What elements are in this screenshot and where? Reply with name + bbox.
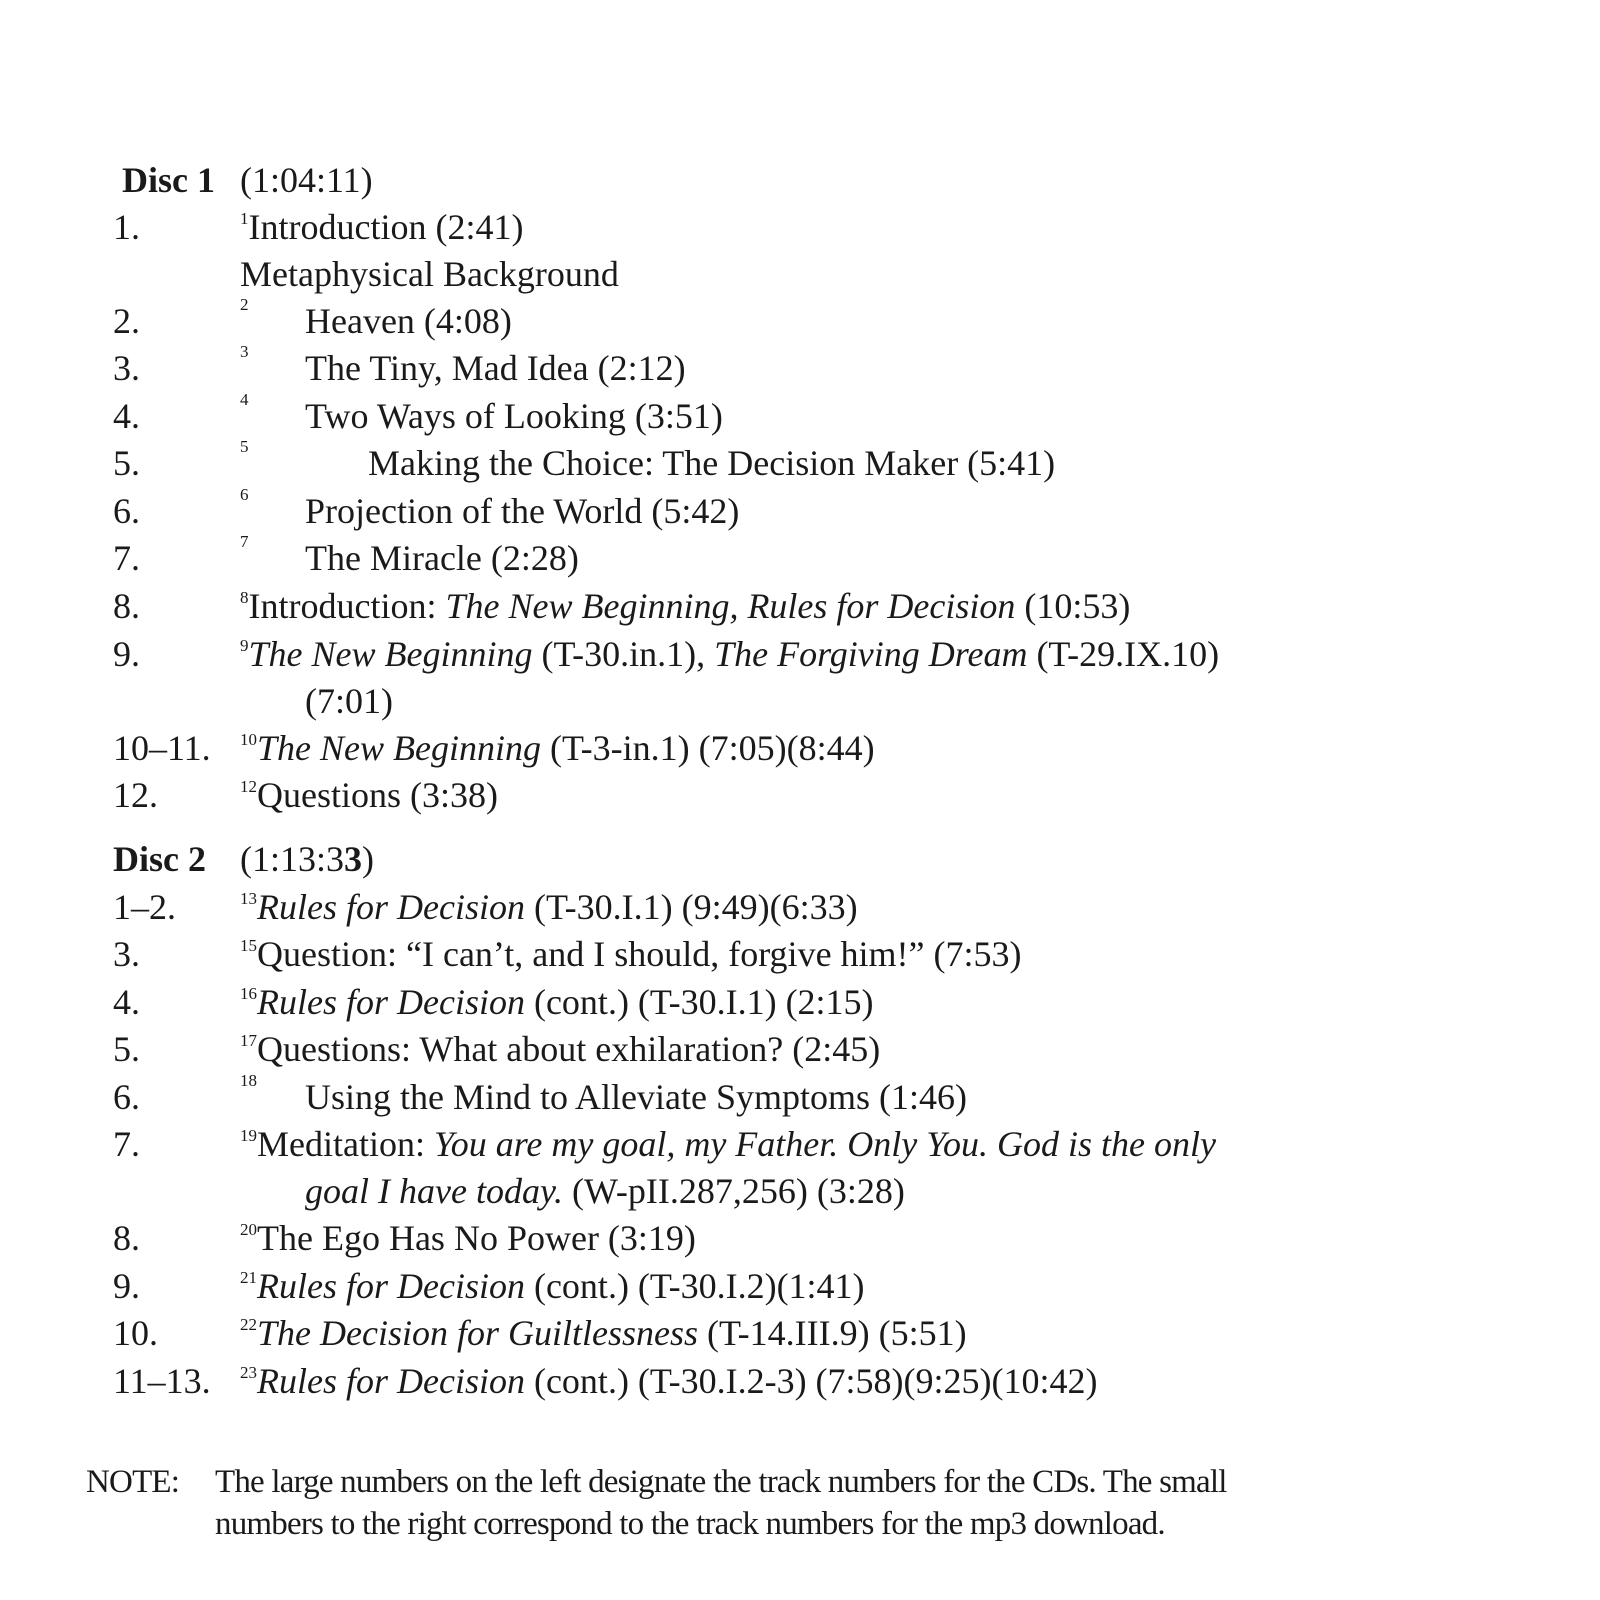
cd-track-number: 8. — [113, 586, 140, 626]
track-title-continuation — [305, 1171, 905, 1211]
title-text: Questions (3:38) — [257, 775, 498, 815]
title-italic: You are my goal, my Father. Only You. God is the only — [433, 1124, 1216, 1164]
disc-2-duration-close: ) — [362, 839, 374, 879]
track-title — [240, 1218, 696, 1258]
title-text: The Tiny, Mad Idea (2:12) — [305, 348, 686, 388]
track-title — [240, 887, 858, 927]
mp3-track-number: 6 — [240, 485, 249, 504]
cd-track-number: 2. — [113, 301, 140, 341]
title-italic: The New Beginning — [257, 728, 541, 768]
track-title — [240, 728, 875, 768]
title-text: Two Ways of Looking (3:51) — [305, 396, 723, 436]
track-title — [240, 586, 1130, 626]
title-text: Introduction: — [248, 586, 446, 626]
cd-track-number: 9. — [113, 634, 140, 674]
mp3-track-number: 19 — [240, 1126, 257, 1145]
cd-track-number: 10–11. — [113, 728, 211, 768]
title-text: Meditation: — [257, 1124, 434, 1164]
title-italic: The New Beginning — [248, 634, 533, 674]
title-text: Heaven (4:08) — [305, 301, 512, 341]
title-italic: The Decision for Guiltlessness — [257, 1313, 698, 1353]
title-text: Making the Choice: The Decision Maker (5:41) — [368, 443, 1056, 483]
cd-track-number: 7. — [113, 1124, 140, 1164]
mp3-track-number: 8 — [240, 588, 249, 607]
section-heading: Metaphysical Background — [240, 254, 619, 294]
cd-track-number: 5. — [113, 443, 140, 483]
mp3-track-number: 23 — [240, 1363, 257, 1382]
cd-track-number: 6. — [113, 491, 140, 531]
cd-track-number: 1. — [113, 207, 140, 247]
mp3-track-number: 4 — [240, 390, 249, 409]
track-title — [240, 1313, 967, 1353]
track-title — [305, 301, 512, 341]
cd-track-number: 5. — [113, 1029, 140, 1069]
title-text: (T-30.I.1) (9:49)(6:33) — [524, 887, 858, 927]
title-text: Using the Mind to Alleviate Symptoms (1:46) — [305, 1077, 967, 1117]
track-title — [240, 934, 1022, 974]
mp3-track-number: 15 — [240, 936, 257, 955]
title-text: (cont.) (T-30.I.2)(1:41) — [524, 1266, 865, 1306]
cd-track-number: 4. — [113, 396, 140, 436]
cd-track-number: 11–13. — [113, 1361, 211, 1401]
mp3-track-number: 2 — [240, 295, 249, 314]
mp3-track-number: 22 — [240, 1315, 257, 1334]
mp3-track-number: 9 — [240, 636, 249, 655]
title-text: Questions: What about exhilaration? (2:45) — [257, 1029, 881, 1069]
track-title — [305, 348, 686, 388]
title-italic: Rules for Decision — [257, 887, 525, 927]
note-line-2: numbers to the right correspond to the track numbers for the mp3 download. — [215, 1506, 1165, 1542]
title-text: (W-pII.287,256) (3:28) — [562, 1171, 905, 1211]
title-text: (cont.) (T-30.I.2-3) (7:58)(9:25)(10:42) — [524, 1361, 1098, 1401]
track-title — [240, 207, 523, 247]
title-text: Projection of the World (5:42) — [305, 491, 740, 531]
track-title — [305, 396, 723, 436]
mp3-track-number: 17 — [240, 1031, 257, 1050]
track-title — [240, 1029, 880, 1069]
cd-track-number: 9. — [113, 1266, 140, 1306]
track-title — [240, 775, 498, 815]
title-text: (10:53) — [1015, 586, 1131, 626]
track-title-continuation: (7:01) — [305, 681, 393, 721]
title-italic: Rules for Decision — [257, 1266, 525, 1306]
cd-track-number: 12. — [113, 775, 158, 815]
mp3-track-number: 21 — [240, 1268, 257, 1287]
title-text: Introduction (2:41) — [248, 207, 524, 247]
mp3-track-number: 13 — [240, 889, 257, 908]
track-title — [240, 634, 1219, 674]
cd-track-number: 1–2. — [113, 887, 176, 927]
title-text: (T-3-in.1) (7:05)(8:44) — [540, 728, 875, 768]
note-label: NOTE: — [86, 1464, 180, 1500]
mp3-track-number: 16 — [240, 984, 257, 1003]
track-title — [305, 491, 739, 531]
title-text: (T-14.III.9) (5:51) — [697, 1313, 967, 1353]
mp3-track-number: 20 — [240, 1220, 257, 1239]
disc-2-duration-bold-digit: 3 — [344, 839, 362, 879]
title-text: Question: “I can’t, and I should, forgive him!” (7:53) — [257, 934, 1022, 974]
cd-track-number: 6. — [113, 1077, 140, 1117]
mp3-track-number: 3 — [240, 342, 249, 361]
title-italic: Rules for Decision — [257, 982, 525, 1022]
track-title — [240, 1124, 1216, 1164]
title-italic: Rules for Decision — [257, 1361, 525, 1401]
cd-track-number: 10. — [113, 1313, 158, 1353]
title-text: The Ego Has No Power (3:19) — [257, 1218, 696, 1258]
track-title — [305, 538, 579, 578]
track-title — [240, 1361, 1098, 1401]
note-line-1: The large numbers on the left designate the track numbers for the CDs. The small — [215, 1464, 1227, 1500]
title-italic: The Forgiving Dream — [714, 634, 1028, 674]
title-text: (T-30.in.1), — [532, 634, 715, 674]
track-title — [368, 443, 1055, 483]
mp3-track-number: 10 — [240, 730, 257, 749]
disc-1-label: Disc 1 — [122, 160, 215, 200]
disc-2-label: Disc 2 — [113, 839, 206, 879]
cd-track-number: 8. — [113, 1218, 140, 1258]
title-italic: The New Beginning, Rules for Decision — [445, 586, 1016, 626]
title-text: (cont.) (T-30.I.1) (2:15) — [524, 982, 874, 1022]
mp3-track-number: 12 — [240, 777, 257, 796]
mp3-track-number: 5 — [240, 437, 249, 456]
mp3-track-number: 1 — [240, 209, 249, 228]
title-italic: goal I have today. — [305, 1171, 563, 1211]
cd-track-number: 4. — [113, 982, 140, 1022]
mp3-track-number: 7 — [240, 532, 249, 551]
cd-track-number: 3. — [113, 934, 140, 974]
disc-1-duration: (1:04:11) — [240, 160, 373, 200]
title-text: The Miracle (2:28) — [305, 538, 579, 578]
track-title — [240, 1266, 865, 1306]
title-text: (T-29.IX.10) — [1027, 634, 1220, 674]
cd-track-number: 7. — [113, 538, 140, 578]
mp3-track-number: 18 — [240, 1071, 257, 1090]
track-title — [305, 1077, 967, 1117]
disc-2-duration-text: (1:13:3 — [240, 839, 344, 879]
track-title — [240, 982, 874, 1022]
disc-2-duration — [240, 839, 374, 879]
cd-track-number: 3. — [113, 348, 140, 388]
